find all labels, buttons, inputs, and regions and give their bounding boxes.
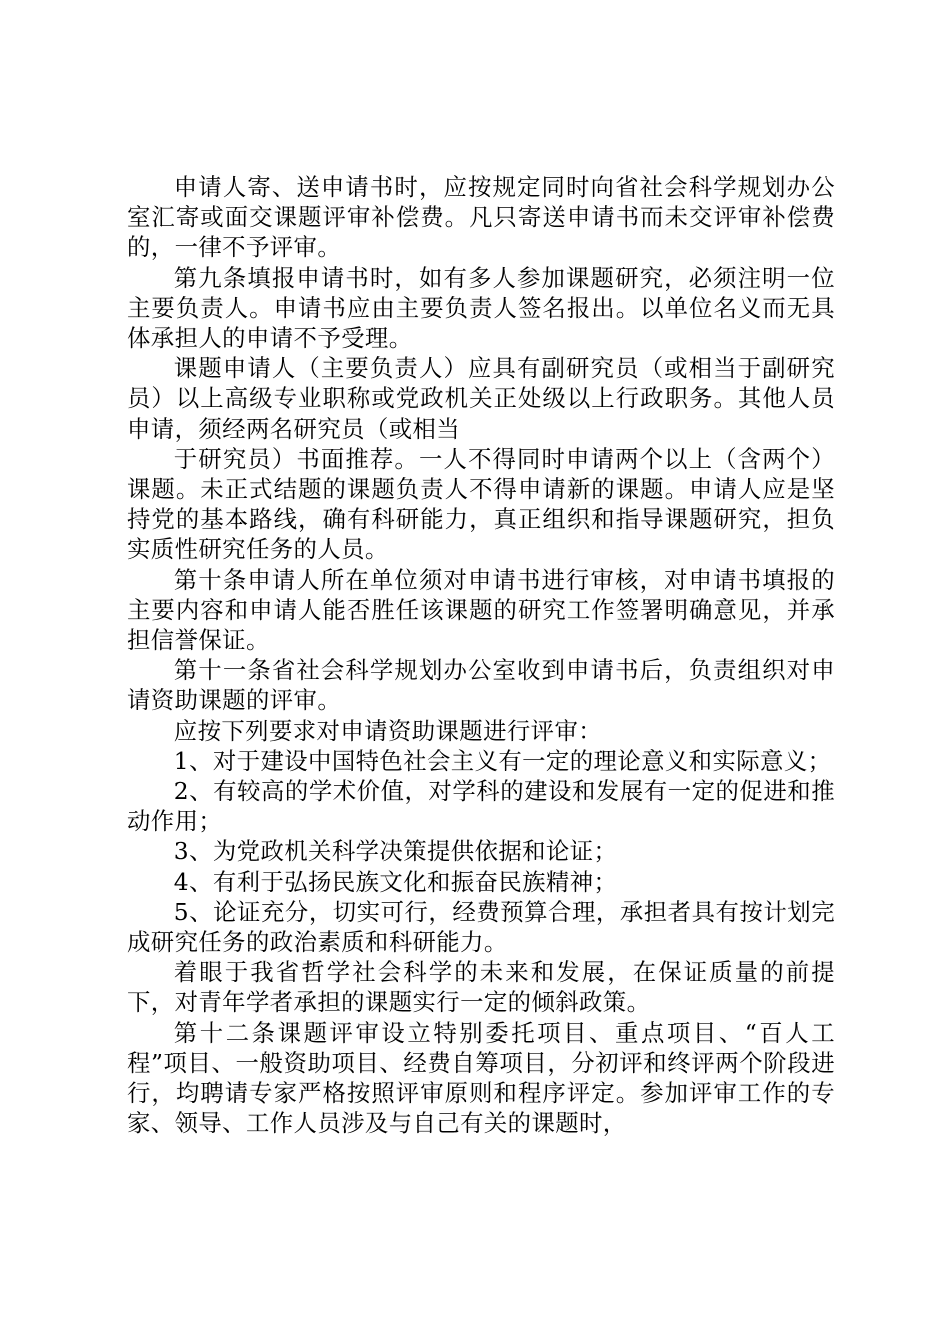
list-item-1: 1、对于建设中国特色社会主义有一定的理论意义和实际意义；	[173, 746, 832, 775]
list-item-4: 4、有利于弘扬民族文化和振奋民族精神；	[173, 867, 618, 896]
list-item-5: 5、论证充分，切实可行，经费预算合理，承担者具有按计划完成研究任务的政治素质和科研能力。	[127, 897, 835, 957]
paragraph-8: 着眼于我省哲学社会科学的未来和发展，在保证质量的前提下，对青年学者承担的课题实行一定的倾斜政策。	[127, 958, 835, 1017]
paragraph-2: 第九条填报申请书时，如有多人参加课题研究，必须注明一位主要负责人。申请书应由主要负责人签名报出。以单位名义而无具体承担人的申请不予受理。	[127, 263, 835, 353]
paragraph-9: 第十二条课题评审设立特别委托项目、重点项目、“百人工程”项目、一般资助项目、经费自筹项目，分初评和终评两个阶段进行，均聘请专家严格按照评审原则和程序评定。参加评审工作的专家、领导、工作人员涉及与自己有关的课题时，	[127, 1018, 835, 1138]
paragraph-5: 第十条申请人所在单位须对申请书进行审核，对申请书填报的主要内容和申请人能否胜任该课题的研究工作签署明确意见，并承担信誉保证。	[127, 565, 835, 655]
paragraph-4: 于研究员）书面推荐。一人不得同时申请两个以上（含两个）课题。未正式结题的课题负责人不得申请新的课题。申请人应是坚持党的基本路线，确有科研能力，真正组织和指导课题研究，担负实质性研究任务的人员。	[127, 444, 835, 564]
document-body	[127, 172, 835, 1139]
paragraph-6: 第十一条省社会科学规划办公室收到申请书后，负责组织对申请资助课题的评审。	[127, 656, 835, 715]
paragraph-3: 课题申请人（主要负责人）应具有副研究员（或相当于副研究员）以上高级专业职称或党政机关正处级以上行政职务。其他人员申请，须经两名研究员（或相当	[127, 354, 835, 443]
paragraph-7: 应按下列要求对申请资助课题进行评审：	[173, 716, 603, 745]
paragraph-1: 申请人寄、送申请书时，应按规定同时向省社会科学规划办公室汇寄或面交课题评审补偿费。凡只寄送申请书而未交评审补偿费的，一律不予评审。	[127, 173, 835, 262]
list-item-2: 2、有较高的学术价值，对学科的建设和发展有一定的促进和推动作用；	[127, 777, 835, 836]
list-item-3: 3、为党政机关科学决策提供依据和论证；	[173, 837, 618, 866]
